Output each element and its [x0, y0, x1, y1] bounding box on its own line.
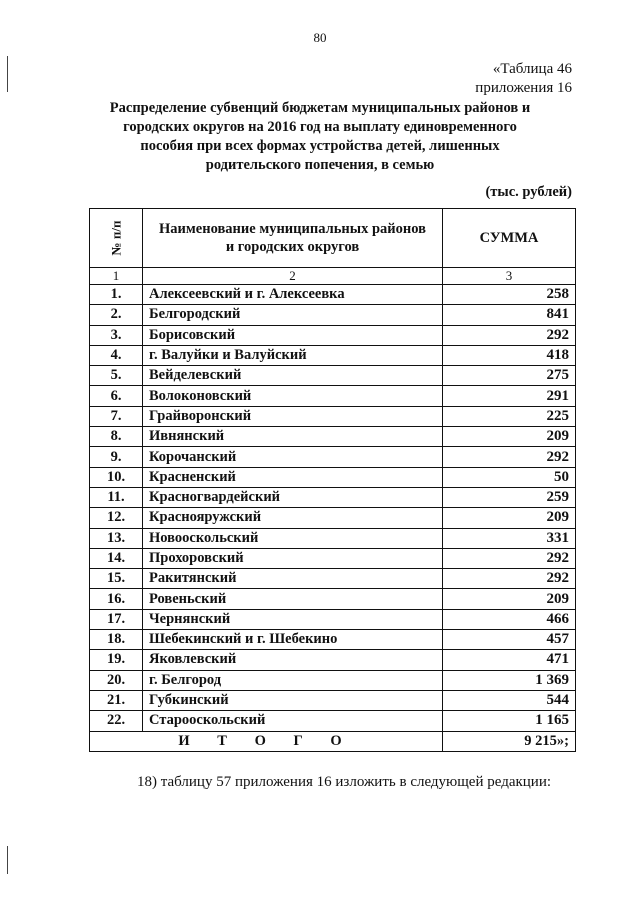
margin-mark [7, 846, 8, 874]
row-name: Вейделевский [143, 366, 443, 386]
row-sum: 292 [443, 447, 576, 467]
row-name: Старооскольский [143, 711, 443, 731]
row-number: 1. [90, 285, 143, 305]
total-sum: 9 215»; [443, 731, 576, 751]
table-row [90, 569, 576, 589]
row-sum: 225 [443, 406, 576, 426]
row-name: Яковлевский [143, 650, 443, 670]
row-sum: 258 [443, 285, 576, 305]
table-row [90, 548, 576, 568]
row-name: г. Белгород [143, 670, 443, 690]
table-row [90, 670, 576, 690]
column-number: 1 [90, 268, 143, 285]
table-row [90, 427, 576, 447]
document-title: Распределение субвенций бюджетам муниципальных районов и городских округов на 2016 год на выплату единовременного пособия при всех формах устройства детей, лишенных родительского попечения, в семью [109, 100, 531, 173]
column-number: 3 [443, 268, 576, 285]
row-name: Ровеньский [143, 589, 443, 609]
total-row [90, 731, 576, 751]
row-number: 18. [90, 630, 143, 650]
row-sum: 292 [443, 325, 576, 345]
table-row [90, 528, 576, 548]
row-name: Алексеевский и г. Алексеевка [143, 285, 443, 305]
row-number: 20. [90, 670, 143, 690]
table-row [90, 447, 576, 467]
row-sum: 209 [443, 589, 576, 609]
page-number: 80 [313, 30, 327, 45]
header-sum: СУММА [443, 209, 576, 268]
table-row [90, 305, 576, 325]
row-sum: 50 [443, 467, 576, 487]
row-number: 2. [90, 305, 143, 325]
row-sum: 291 [443, 386, 576, 406]
table-row [90, 630, 576, 650]
subsidy-table [89, 208, 576, 752]
row-sum: 292 [443, 548, 576, 568]
row-number: 10. [90, 467, 143, 487]
row-number: 7. [90, 406, 143, 426]
header-name-line2: и городских округов [225, 239, 360, 255]
row-name: Красненский [143, 467, 443, 487]
table-row [90, 285, 576, 305]
column-number-row [90, 268, 576, 285]
row-number: 5. [90, 366, 143, 386]
row-name: Корочанский [143, 447, 443, 467]
row-number: 22. [90, 711, 143, 731]
row-name: Ракитянский [143, 569, 443, 589]
header-name-line1: Наименование муниципальных районов [159, 221, 426, 237]
row-sum: 471 [443, 650, 576, 670]
table-reference [475, 60, 572, 98]
table-row [90, 711, 576, 731]
row-number: 17. [90, 609, 143, 629]
row-sum: 457 [443, 630, 576, 650]
row-sum: 259 [443, 487, 576, 507]
row-sum: 466 [443, 609, 576, 629]
row-name: Новооскольский [143, 528, 443, 548]
row-sum: 209 [443, 508, 576, 528]
row-name: Белгородский [143, 305, 443, 325]
row-number: 19. [90, 650, 143, 670]
table-row [90, 487, 576, 507]
table-row [90, 345, 576, 365]
header-number-label: № п/п [108, 220, 123, 255]
row-number: 4. [90, 345, 143, 365]
header-name [143, 209, 443, 268]
row-sum: 275 [443, 366, 576, 386]
row-number: 3. [90, 325, 143, 345]
table-row [90, 467, 576, 487]
row-number: 21. [90, 690, 143, 710]
row-name: Губкинский [143, 690, 443, 710]
total-label: И Т О Г О [90, 731, 443, 751]
row-number: 16. [90, 589, 143, 609]
margin-mark [7, 56, 8, 92]
table-row [90, 386, 576, 406]
table-row [90, 690, 576, 710]
table-header-row [90, 209, 576, 268]
table-row [90, 589, 576, 609]
table-reference-line1: «Таблица 46 [492, 61, 572, 77]
row-sum: 292 [443, 569, 576, 589]
row-number: 13. [90, 528, 143, 548]
row-sum: 544 [443, 690, 576, 710]
row-sum: 331 [443, 528, 576, 548]
row-number: 14. [90, 548, 143, 568]
row-number: 8. [90, 427, 143, 447]
header-number [90, 209, 143, 268]
row-number: 9. [90, 447, 143, 467]
column-number: 2 [143, 268, 443, 285]
row-name: Ивнянский [143, 427, 443, 447]
row-sum: 841 [443, 305, 576, 325]
table-row [90, 609, 576, 629]
table-row [90, 406, 576, 426]
table-row [90, 366, 576, 386]
row-name: Шебекинский и г. Шебекино [143, 630, 443, 650]
row-name: Борисовский [143, 325, 443, 345]
table-row [90, 325, 576, 345]
row-name: Красногвардейский [143, 487, 443, 507]
row-number: 15. [90, 569, 143, 589]
units-label: (тыс. рублей) [485, 184, 572, 200]
table-reference-line2: приложения 16 [475, 80, 572, 96]
row-number: 12. [90, 508, 143, 528]
row-number: 6. [90, 386, 143, 406]
row-sum: 1 369 [443, 670, 576, 690]
row-name: г. Валуйки и Валуйский [143, 345, 443, 365]
row-name: Грайворонский [143, 406, 443, 426]
table-body [90, 285, 576, 732]
row-name: Волоконовский [143, 386, 443, 406]
row-number: 11. [90, 487, 143, 507]
footer-text: 18) таблицу 57 приложения 16 изложить в следующей редакции: [137, 774, 552, 790]
row-sum: 209 [443, 427, 576, 447]
row-name: Чернянский [143, 609, 443, 629]
row-sum: 1 165 [443, 711, 576, 731]
row-name: Прохоровский [143, 548, 443, 568]
row-sum: 418 [443, 345, 576, 365]
row-name: Краснояружский [143, 508, 443, 528]
table-row [90, 508, 576, 528]
table-row [90, 650, 576, 670]
